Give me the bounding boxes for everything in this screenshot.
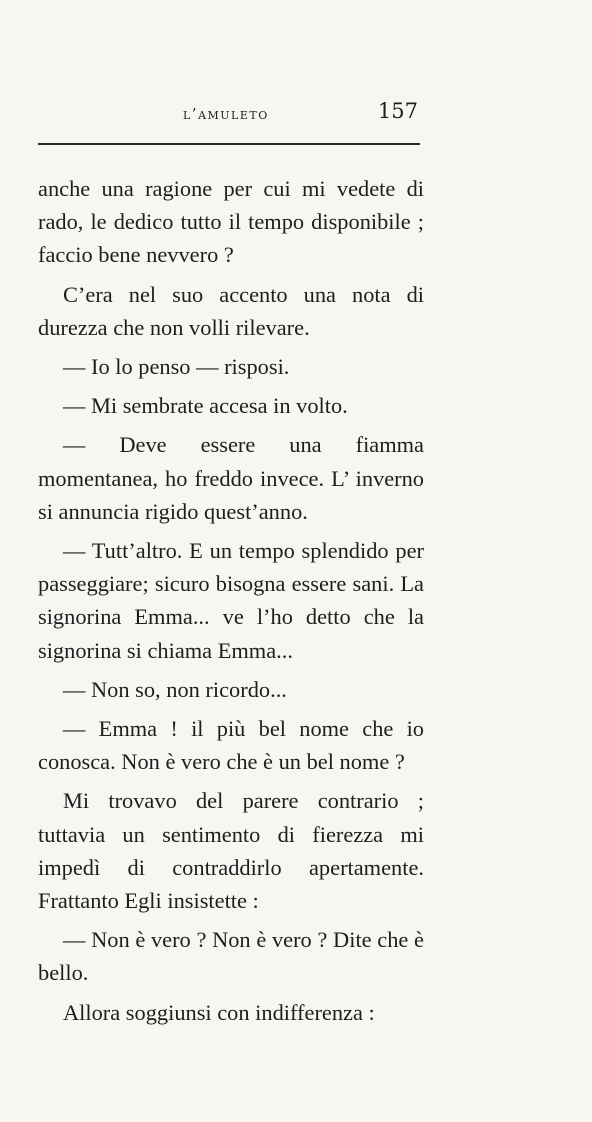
running-title: l’amuleto [183, 105, 269, 123]
paragraph-1: anche una ragione per cui mi vedete di rado, le dedico tutto il tempo disponibile ; faccio bene nevvero ? [38, 176, 424, 268]
paragraph-8: — Emma ! il più bel nome che io conosca. Non è vero che è un bel nome ? [38, 716, 424, 775]
paragraph-11: Allora soggiunsi con indifferenza : [63, 999, 375, 1025]
body-text [38, 172, 424, 1035]
page-number: 157 [377, 99, 418, 123]
paragraph-5: — Deve essere una fiamma momentanea, ho freddo invece. L’ inverno si annuncia rigido quest’anno. [38, 432, 424, 524]
paragraph-2: C’era nel suo accento una nota di durezza che non volli rilevare. [38, 281, 424, 340]
paragraph-9: Mi trovavo del parere contrario ; tuttavia un sentimento di fierezza mi impedì di contraddirlo apertamente. Frattanto Egli insistette : [38, 788, 424, 914]
paragraph-10: — Non è vero ? Non è vero ? Dite che è bello. [38, 927, 424, 986]
paragraph-7: — Non so, non ricordo... [63, 676, 287, 702]
page-header [38, 99, 420, 133]
paragraph-3: — Io lo penso — risposi. [63, 354, 290, 380]
header-rule [38, 143, 420, 145]
paragraph-6: — Tutt’altro. E un tempo splendido per passeggiare; sicuro bisogna essere sani. La signorina Emma... ve l’ho detto che la signorina si chiama Emma... [38, 538, 424, 663]
paragraph-4: — Mi sembrate accesa in volto. [63, 393, 348, 419]
